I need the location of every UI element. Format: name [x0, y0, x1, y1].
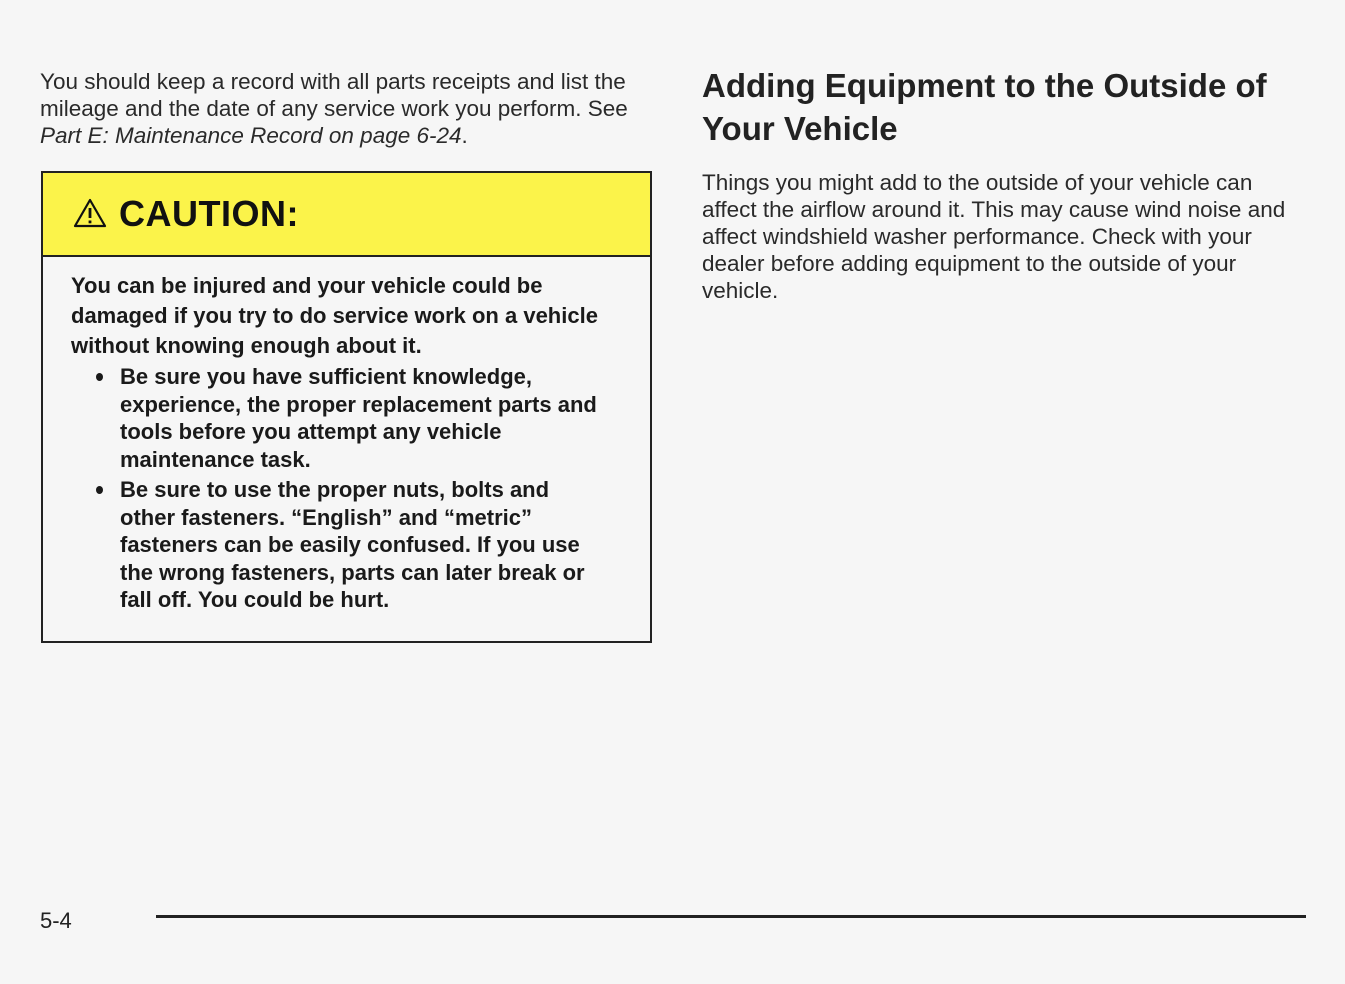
intro-end: . [461, 123, 468, 148]
caution-box [41, 171, 652, 643]
intro-paragraph [40, 68, 652, 149]
section-heading: Adding Equipment to the Outside of Your Vehicle [702, 67, 1267, 147]
page-number: 5-4 [40, 908, 72, 933]
left-column [40, 68, 652, 149]
caution-item-text: Be sure you have sufficient knowledge, experience, the proper replacement parts and tools before you attempt any vehicle maintenance task. [120, 364, 597, 472]
bullet-icon [96, 486, 103, 494]
caution-item-text: Be sure to use the proper nuts, bolts and other fasteners. “English” and “metric” fasteners can be easily confused. If you use the wrong fasteners, parts can later break or fall off. You could be hurt. [120, 477, 585, 612]
caution-lead-text: You can be injured and your vehicle could be damaged if you try to do service work on a vehicle without knowing enough about it. [71, 273, 598, 358]
caution-list-item [71, 363, 610, 473]
caution-list-item [71, 476, 610, 614]
warning-triangle-icon [73, 198, 107, 228]
caution-title: CAUTION: [119, 193, 299, 234]
caution-list [71, 363, 610, 614]
caution-body [43, 257, 650, 614]
caution-header [43, 173, 650, 257]
bullet-icon [96, 373, 103, 381]
right-column [702, 64, 1312, 304]
intro-text: You should keep a record with all parts receipts and list the mileage and the date of any service work you perform. See [40, 69, 628, 121]
footer-rule [156, 915, 1306, 918]
section-body: Things you might add to the outside of your vehicle can affect the airflow around it. This may cause wind noise and affect windshield washer performance. Check with your dealer before adding equipment to the outside of your vehicle. [702, 170, 1286, 303]
maintenance-record-reference[interactable]: Part E: Maintenance Record on page 6-24 [40, 123, 462, 148]
